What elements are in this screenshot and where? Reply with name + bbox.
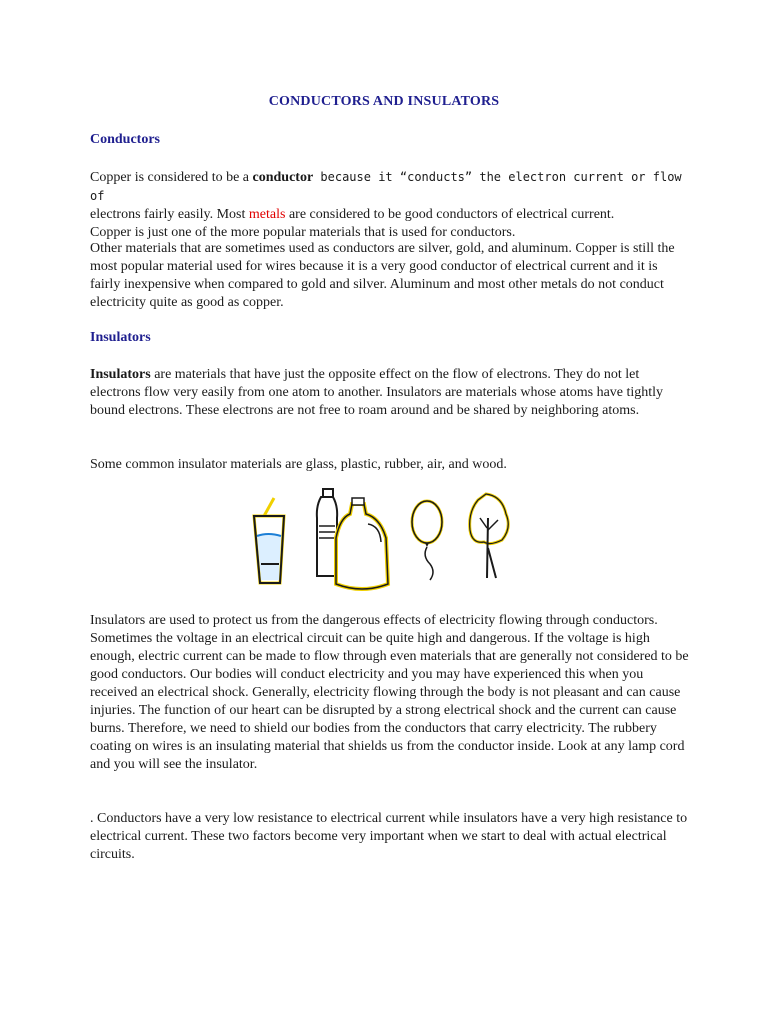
text-run: electrons fairly easily. Most [90,207,249,222]
text-run: are considered to be good conductors of electrical current. [285,207,615,222]
tree-icon [470,494,509,578]
balloon-icon [412,501,442,580]
insulators-paragraph-4: . Conductors have a very low resistance to electrical current while insulators have a very high resistance to electrical current. These two factors become very important when we start to deal with actual electrical circuits. [90,811,688,862]
term-conductor: conductor [252,170,314,185]
text-run: Copper is just one of the more popular materials that is used for conductors. [90,225,516,240]
insulators-paragraph-2: Some common insulator materials are glass, plastic, rubber, air, and wood. [90,457,507,472]
text-run: Copper is considered to be a [90,170,253,185]
text-run-mono: because it “conducts” the electron current or flow of [90,170,682,203]
heading-insulators: Insulators [90,330,151,345]
conductors-paragraph-2: Other materials that are sometimes used as conductors are silver, gold, and aluminum. Copper is still the most popular material used for wires because it is a very good conductor of electrical current and it is fairly inexpensive when compared to gold and silver. Aluminum and most other metals do not conduct electricity quite as good as copper. [90,241,675,310]
term-metals: metals [248,207,286,222]
heading-conductors: Conductors [90,132,161,147]
jug-icon [336,498,388,589]
insulator-materials-illustration [240,484,530,594]
insulators-paragraph-1 [90,366,690,420]
insulators-paragraph-3: Insulators are used to protect us from the dangerous effects of electricity flowing through conductors. Sometimes the voltage in an electrical circuit can be quite high and dangerous. If the voltage is high enough, electric current can be made to flow through even materials that are generally not considered to be good conductors. Our bodies will conduct electricity and you may have experienced this when you received an electrical shock. Generally, electricity flowing through the body is not pleasant and can cause injuries. The function of our heart can be disrupted by a strong electrical shock and the current can cause burns. Therefore, we need to shield our bodies from the conductors that carry electricity. The rubbery coating on wires is an insulating material that shields us from the conductor inside. Look at any lamp cord and you will see the insulator. [90,613,689,772]
page-title: CONDUCTORS AND INSULATORS [268,94,500,109]
glass-of-water-icon [254,498,284,583]
text-run: are materials that have just the opposite effect on the flow of electrons. They do not let electrons flow very easily from one atom to another. Insulators are materials whose atoms have tightly bound electrons. These electrons are not free to roam around and be shared by neighboring atoms. [90,367,664,418]
term-insulators: Insulators [90,367,151,382]
conductors-paragraph-1 [90,168,690,242]
